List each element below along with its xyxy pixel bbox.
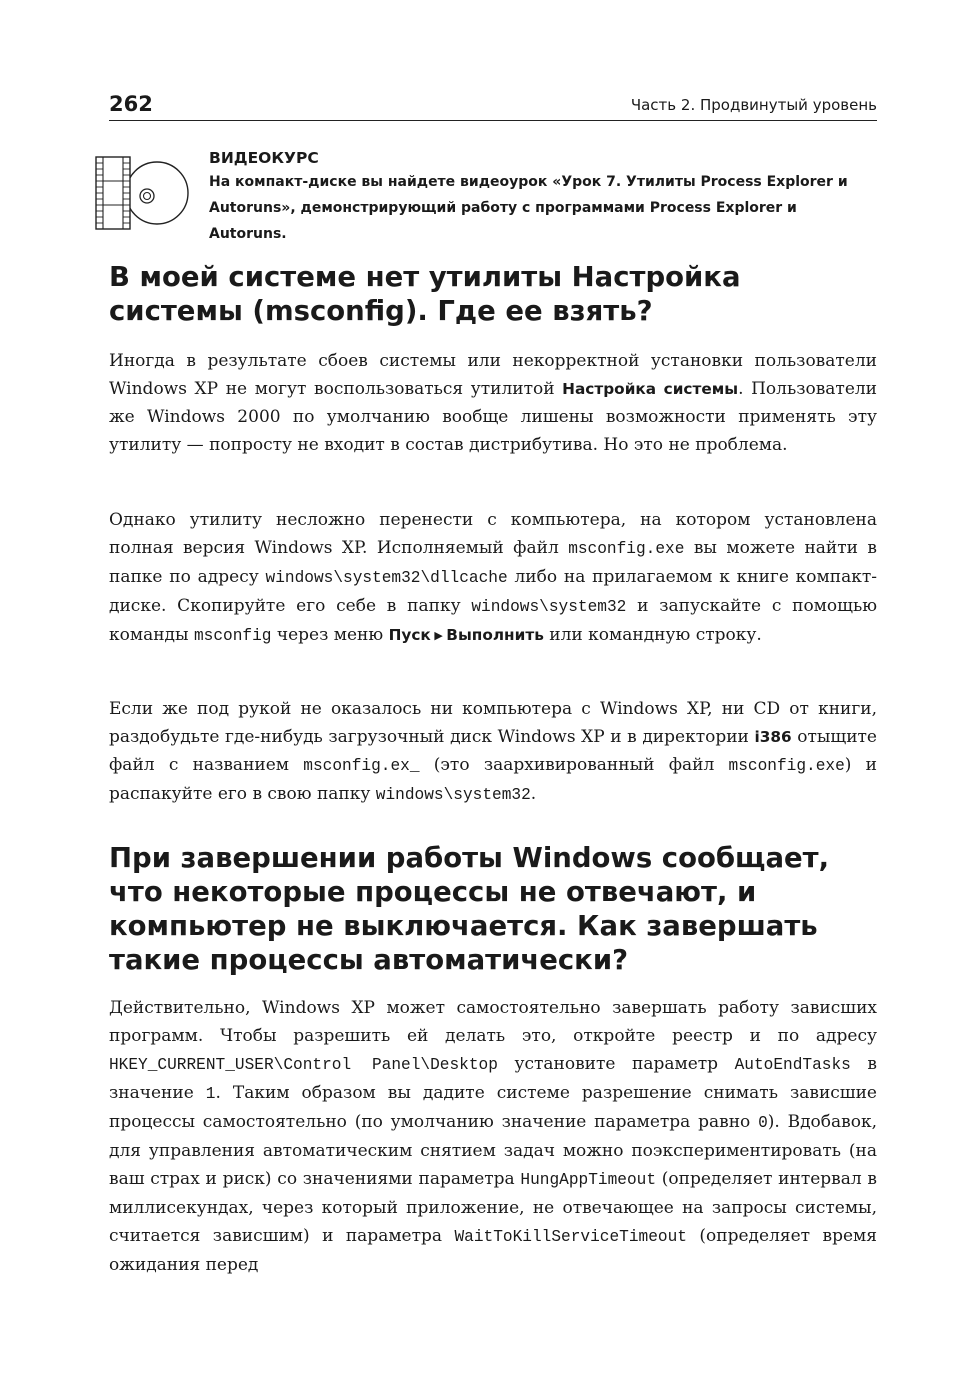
text-run: установите параметр [497, 1054, 735, 1074]
page-number: 262 [109, 92, 153, 116]
text-run: (определяет время ожидания перед [109, 1226, 877, 1275]
paragraph [109, 994, 877, 1279]
code-term: 0 [758, 1114, 768, 1132]
text-run: в значение [109, 1054, 877, 1103]
code-term: msconfig [193, 627, 272, 645]
text-run: или командную строку. [543, 625, 762, 645]
text-run: (определяет интервал в миллисекундах, через который приложение, не отвечающее на запросы системы, считается зависшим) и параметра [109, 1169, 877, 1246]
text-run: . Пользователи же Windows 2000 по умолчанию вообще лишены возможности применять эту утилиту — попросту не входит в состав дистрибутива. Но это не проблема. [109, 379, 878, 455]
code-term: AutoEndTasks [734, 1056, 851, 1074]
text-run: либо на прилагаемом к книге компакт-диске. Скопируйте его себе в папку [109, 567, 877, 616]
page-header [109, 90, 877, 121]
text-run: ) и распакуйте его в свою папку [109, 755, 877, 804]
code-term: msconfig.exe [728, 757, 845, 775]
code-term: HKEY_CURRENT_USER\Control Panel\Desktop [109, 1056, 498, 1074]
text-run: вы можете найти в папке по адресу [109, 538, 877, 587]
film-disc-icon [93, 156, 197, 230]
code-term: msconfig.exe [568, 540, 685, 558]
paragraph [109, 695, 877, 809]
bold-term: Настройка системы [562, 380, 739, 398]
text-run: Однако утилиту несложно перенести с компьютера, на котором установлена полная версия Windows XP. Исполняемый файл [109, 510, 877, 558]
paragraph [109, 347, 877, 459]
paragraph [109, 506, 877, 650]
menu-arrow-icon: ▶ [430, 629, 447, 642]
bold-term: Выполнить [446, 626, 544, 644]
section-heading-autoendtasks: При завершении работы Windows сообщает, что некоторые процессы не отвечают, и компьютер не выключается. Как завершать такие процессы автоматически? [109, 842, 830, 976]
text-run: Действительно, Windows XP может самостоятельно завершать работу зависших программ. Чтобы разрешить ей делать это, откройте реестр и по адресу [109, 998, 877, 1046]
bold-term: Пуск [388, 626, 431, 644]
text-run: Если же под рукой не оказалось ни компьютера с Windows XP, ни CD от книги, раздобудьте где-нибудь загрузочный диск Windows XP и в директории [109, 699, 877, 747]
code-term: windows\system32 [375, 786, 531, 804]
text-run: . Таким образом вы дадите системе разрешение снимать зависшие процессы самостоятельно (по умолчанию значение параметра равно [109, 1083, 877, 1132]
running-head: Часть 2. Продвинутый уровень [630, 96, 877, 114]
section-heading-msconfig: В моей системе нет утилиты Настройка системы (msconfig). Где ее взять? [109, 261, 741, 327]
code-term: msconfig.ex_ [303, 757, 420, 775]
code-term: windows\system32\dllcache [265, 569, 508, 587]
text-run: отыщите файл с названием [109, 727, 877, 775]
text-run: через меню [271, 625, 389, 645]
bold-term: i386 [754, 728, 792, 746]
videocourse-text: На компакт-диске вы найдете видеоурок «Урок 7. Утилиты Process Explorer и Autoruns», демонстрирующий работу с программами Process Explorer и Autoruns. [209, 174, 848, 242]
code-term: WaitToKillServiceTimeout [454, 1228, 687, 1246]
text-run: и запускайте с помощью команды [109, 596, 877, 645]
text-run: Иногда в результате сбоев системы или некорректной установки пользователи Windows XP не могут воспользоваться утилитой [109, 351, 877, 399]
text-run: (это заархивированный файл [419, 755, 729, 775]
text-run: ). Вдобавок, для управления автоматическим снятием задач можно поэкспериментировать (на ваш страх и риск) со значениями параметра [109, 1112, 877, 1189]
code-term: HungAppTimeout [520, 1171, 657, 1189]
code-term: windows\system32 [471, 598, 627, 616]
code-term: 1 [205, 1085, 216, 1103]
text-run: . [530, 784, 537, 804]
videocourse-title: ВИДЕОКУРС [209, 149, 319, 167]
videocourse-note [209, 149, 879, 247]
